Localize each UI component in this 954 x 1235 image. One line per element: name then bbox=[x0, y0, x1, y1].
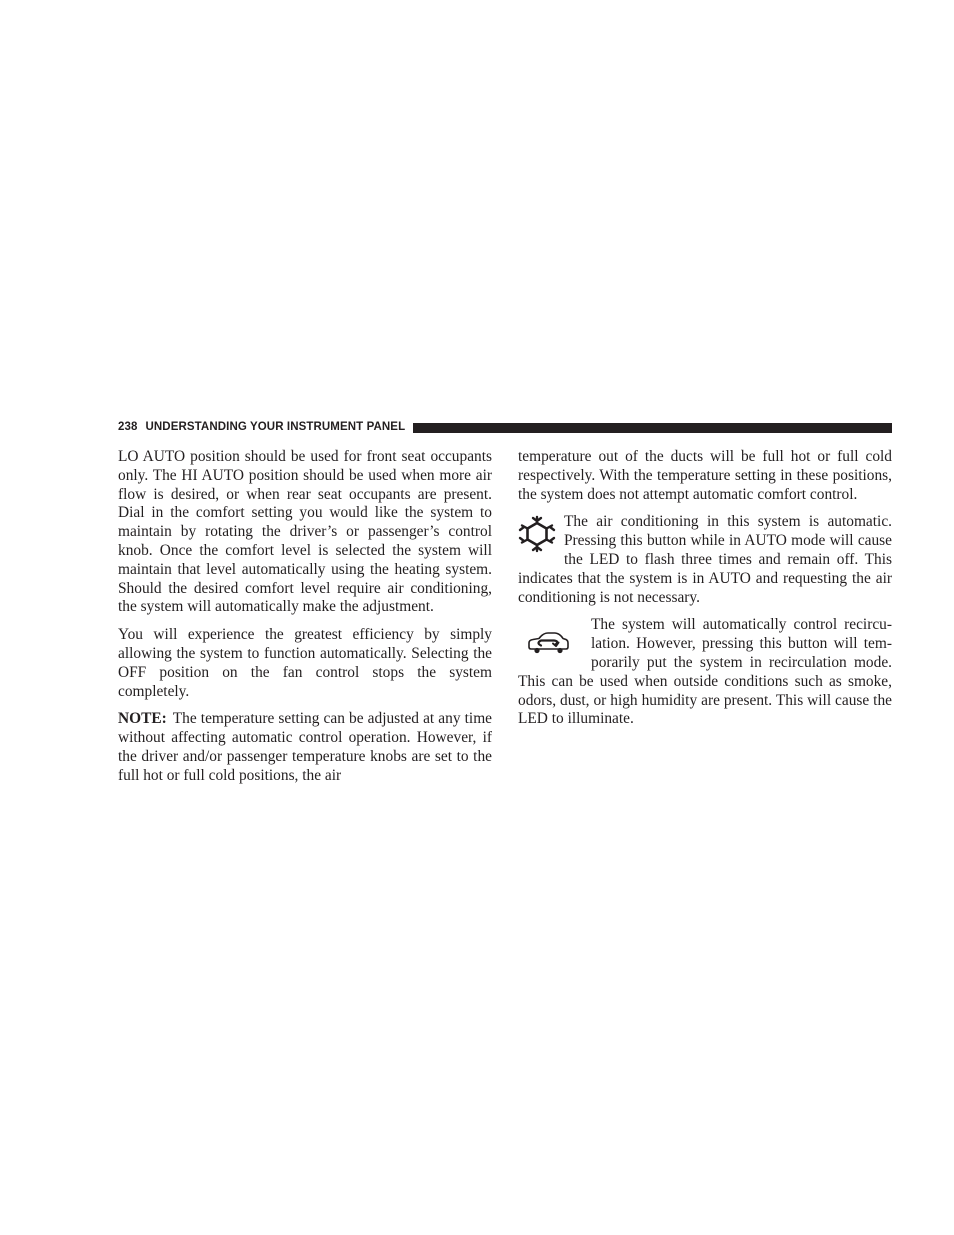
efficiency-paragraph: You will experience the greatest efficiency by simply allowing the system to function automatically. Selecting the OFF position on the fan control stops the system completely. bbox=[118, 626, 492, 700]
recirculation-text: The system will automatically control recirculation. However, pressing this button will temporarily put the system in recirculation mode. This can be used when outside conditions such as smoke, odors, dust, or high humidity are present. This will cause the LED to illuminate. bbox=[518, 616, 892, 728]
temperature-continuation-paragraph: temperature out of the ducts will be full hot or full cold respectively. With the temperature setting in these positions, the system does not attempt automatic comfort control. bbox=[518, 448, 892, 503]
header-rule bbox=[413, 423, 892, 433]
right-column bbox=[518, 448, 892, 738]
page-header bbox=[118, 420, 892, 435]
recirculation-paragraph bbox=[518, 616, 892, 729]
ac-paragraph bbox=[518, 513, 892, 607]
recirculation-icon bbox=[526, 630, 570, 656]
snowflake-icon bbox=[518, 515, 556, 553]
ac-text: The air conditioning in this system is automatic. Pressing this button while in AUTO mode will cause the LED to flash three times and remain off. This indicates that the system is in AUTO and requesting the air conditioning is not necessary. bbox=[518, 513, 892, 606]
note-text: The temperature setting can be adjusted at any time without affecting automatic control operation. However, if the driver and/or passenger temperature knobs are set to the full hot or full cold positions, the air bbox=[118, 710, 492, 784]
left-column bbox=[118, 448, 492, 795]
auto-position-paragraph: LO AUTO position should be used for front seat occupants only. The HI AUTO position should be used when more air flow is desired, or when rear seat occupants are present. Dial in the comfort setting you would like the system to maintain by rotating the driver’s or passenger’s control knob. Once the comfort level is selected the system will maintain that level automatically using the heating system. Should the desired comfort level require air conditioning, the system will automatically make the adjustment. bbox=[118, 448, 492, 616]
page-number: 238 bbox=[118, 421, 138, 433]
section-title: UNDERSTANDING YOUR INSTRUMENT PANEL bbox=[145, 421, 406, 433]
note-label: NOTE: bbox=[118, 710, 167, 728]
note-paragraph bbox=[118, 710, 492, 785]
